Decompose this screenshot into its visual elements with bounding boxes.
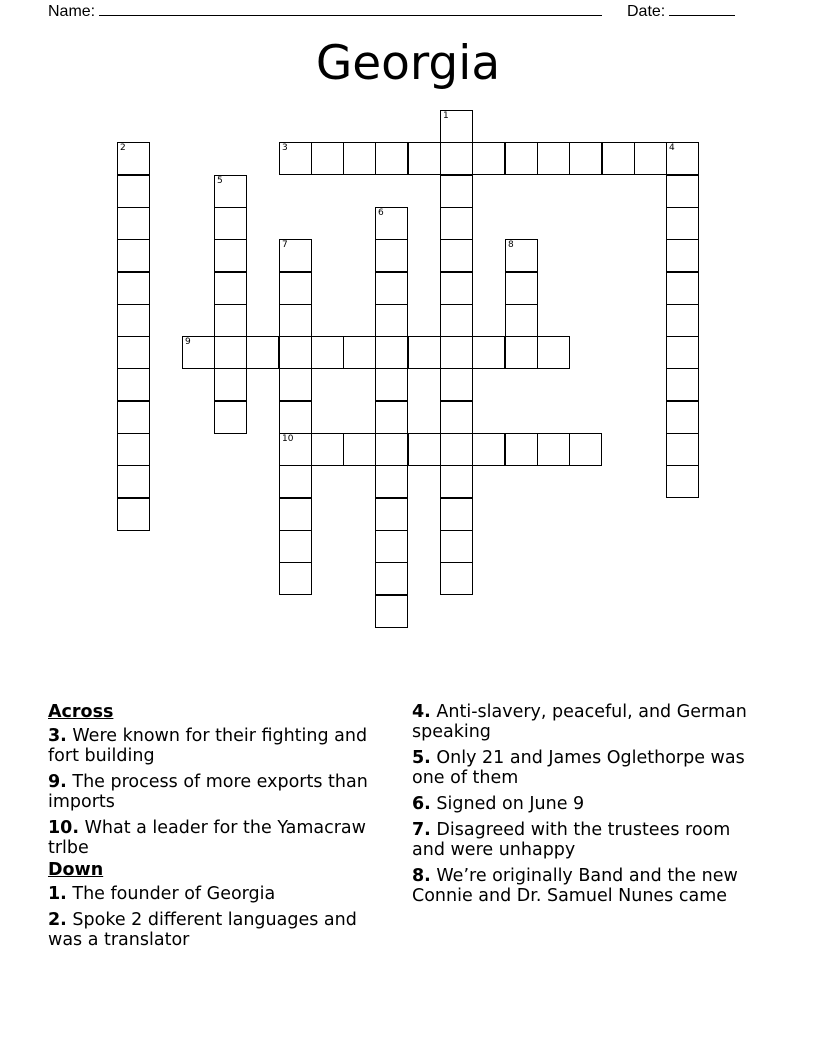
clue-number: 5. (412, 748, 431, 768)
clue-number-label: 5 (217, 176, 223, 186)
clue-down-8 (412, 866, 752, 906)
grid-cell (214, 239, 247, 272)
grid-cell (279, 433, 312, 466)
grid-cell (214, 207, 247, 240)
grid-cell (440, 239, 473, 272)
grid-cell (440, 368, 473, 401)
grid-cell (214, 272, 247, 305)
clue-number: 8. (412, 866, 431, 886)
grid-cell (440, 433, 473, 466)
clue-number: 4. (412, 702, 431, 722)
clues-left-column (48, 702, 388, 956)
grid-cell (375, 401, 408, 434)
grid-cell (214, 336, 247, 369)
clue-text: We’re originally Band and the new Connie and Dr. Samuel Nunes came (412, 866, 738, 906)
grid-cell (214, 304, 247, 337)
grid-cell (214, 368, 247, 401)
grid-cell (117, 304, 150, 337)
clue-number: 3. (48, 726, 67, 746)
grid-cell (666, 401, 699, 434)
grid-cell (505, 336, 538, 369)
grid-cell (569, 433, 602, 466)
grid-cell (440, 304, 473, 337)
grid-cell (440, 562, 473, 595)
grid-cell (472, 433, 505, 466)
grid-cell (505, 239, 538, 272)
grid-cell (505, 433, 538, 466)
grid-cell (440, 530, 473, 563)
grid-cell (279, 239, 312, 272)
clue-down-6 (412, 794, 752, 814)
grid-cell (117, 401, 150, 434)
grid-cell (440, 465, 473, 498)
down-heading: Down (48, 860, 104, 880)
clue-down-2 (48, 910, 388, 950)
grid-cell (408, 433, 441, 466)
clue-number-label: 6 (378, 208, 384, 218)
clue-text: Were known for their fighting and fort building (48, 726, 368, 766)
clue-text: Only 21 and James Oglethorpe was one of them (412, 748, 745, 788)
grid-cell (375, 595, 408, 628)
grid-cell (117, 239, 150, 272)
grid-cell (279, 498, 312, 531)
grid-cell (537, 433, 570, 466)
grid-cell (440, 142, 473, 175)
clues-right-column (412, 702, 752, 912)
grid-cell (214, 175, 247, 208)
grid-cell (117, 142, 150, 175)
clue-number-label: 3 (282, 143, 288, 153)
grid-cell (375, 433, 408, 466)
grid-cell (440, 336, 473, 369)
clue-number-label: 8 (508, 240, 514, 250)
grid-cell (311, 336, 344, 369)
grid-cell (279, 401, 312, 434)
grid-cell (666, 207, 699, 240)
grid-cell (279, 304, 312, 337)
grid-cell (375, 304, 408, 337)
grid-cell (279, 562, 312, 595)
grid-cell (472, 336, 505, 369)
clue-number: 9. (48, 772, 67, 792)
date-label: Date: (627, 3, 666, 20)
grid-cell (279, 336, 312, 369)
grid-cell (375, 336, 408, 369)
grid-cell (117, 368, 150, 401)
grid-cell (472, 142, 505, 175)
clue-number: 7. (412, 820, 431, 840)
clue-number-label: 10 (282, 434, 294, 444)
grid-cell (666, 433, 699, 466)
grid-cell (279, 272, 312, 305)
grid-cell (666, 239, 699, 272)
clue-across-10 (48, 818, 388, 858)
grid-cell (343, 142, 376, 175)
grid-cell (343, 433, 376, 466)
grid-cell (375, 142, 408, 175)
grid-cell (375, 465, 408, 498)
clue-text: Spoke 2 different languages and was a translator (48, 910, 357, 950)
clue-down-5 (412, 748, 752, 788)
grid-cell (440, 175, 473, 208)
grid-cell (375, 239, 408, 272)
grid-cell (279, 368, 312, 401)
grid-cell (279, 530, 312, 563)
clue-number-label: 9 (185, 337, 191, 347)
grid-cell (666, 142, 699, 175)
grid-cell (440, 401, 473, 434)
grid-cell (117, 498, 150, 531)
grid-cell (666, 272, 699, 305)
grid-cell (537, 142, 570, 175)
clue-text: Disagreed with the trustees room and were unhappy (412, 820, 731, 860)
clue-text: What a leader for the Yamacraw trlbe (48, 818, 366, 858)
grid-cell (375, 498, 408, 531)
grid-cell (117, 433, 150, 466)
grid-cell (440, 110, 473, 143)
grid-cell (666, 304, 699, 337)
grid-cell (182, 336, 215, 369)
clue-number: 6. (412, 794, 431, 814)
grid-cell (375, 272, 408, 305)
grid-cell (666, 175, 699, 208)
grid-cell (117, 465, 150, 498)
clue-number-label: 1 (443, 111, 449, 121)
grid-cell (666, 465, 699, 498)
grid-cell (246, 336, 279, 369)
page-title: Georgia (315, 36, 501, 91)
grid-cell (279, 465, 312, 498)
grid-cell (343, 336, 376, 369)
grid-cell (117, 336, 150, 369)
grid-cell (666, 336, 699, 369)
grid-cell (311, 142, 344, 175)
name-label: Name: (48, 3, 96, 20)
clue-number-label: 7 (282, 240, 288, 250)
grid-cell (440, 207, 473, 240)
clue-text: Signed on June 9 (436, 794, 585, 814)
grid-cell (408, 336, 441, 369)
grid-cell (375, 368, 408, 401)
grid-cell (634, 142, 667, 175)
grid-cell (375, 530, 408, 563)
clue-across-9 (48, 772, 388, 812)
clue-number: 1. (48, 884, 67, 904)
grid-cell (375, 207, 408, 240)
grid-cell (279, 142, 312, 175)
grid-cell (505, 272, 538, 305)
clue-number: 10. (48, 818, 80, 838)
grid-cell (408, 142, 441, 175)
grid-cell (602, 142, 635, 175)
clue-down-4 (412, 702, 752, 742)
clue-text: Anti-slavery, peaceful, and German speaking (412, 702, 747, 742)
clue-text: The process of more exports than imports (48, 772, 368, 812)
grid-cell (214, 401, 247, 434)
grid-cell (505, 304, 538, 337)
grid-cell (117, 175, 150, 208)
grid-cell (666, 368, 699, 401)
clue-down-1 (48, 884, 388, 904)
grid-cell (440, 498, 473, 531)
grid-cell (117, 272, 150, 305)
grid-cell (537, 336, 570, 369)
clue-number-label: 4 (669, 143, 675, 153)
clue-text: The founder of Georgia (72, 884, 276, 904)
across-heading: Across (48, 702, 114, 722)
grid-cell (311, 433, 344, 466)
clue-number: 2. (48, 910, 67, 930)
clue-down-7 (412, 820, 752, 860)
clue-number-label: 2 (120, 143, 126, 153)
grid-cell (569, 142, 602, 175)
grid-cell (440, 272, 473, 305)
grid-cell (505, 142, 538, 175)
grid-cell (375, 562, 408, 595)
clue-across-3 (48, 726, 388, 766)
grid-cell (117, 207, 150, 240)
